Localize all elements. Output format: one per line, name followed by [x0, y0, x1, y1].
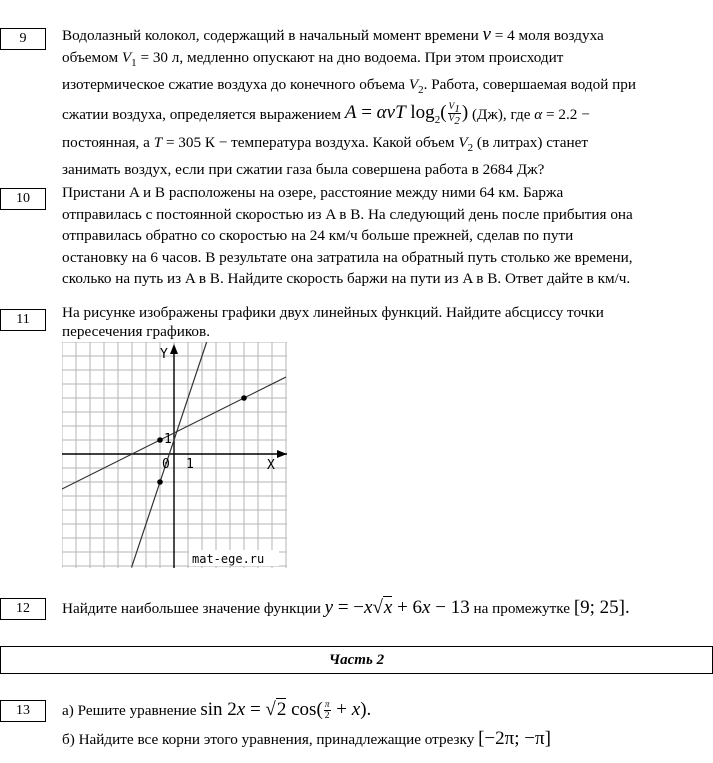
problem-11-text — [62, 303, 707, 341]
x-unit-label: 1 — [186, 457, 194, 472]
problem-13-b-label: б) Найдите все корни этого уравнения, принадлежащие отрезку — [62, 731, 475, 748]
problem-9-number: 9 — [0, 28, 46, 50]
problem-12-text-before: Найдите наибольшее значение функции — [62, 600, 321, 617]
problem-9-line-4: сжатии воздуха, определяется выражением A = ανT $\log_2$( $\frac{V_1}{V_2}$ ) (Дж), где α = 2.2 − — [62, 101, 590, 128]
function-point — [157, 479, 163, 485]
problem-9-line-1: Водолазный колокол, содержащий в начальный момент времени ν = 4 моля воздуха — [62, 24, 604, 45]
problem-9-line-6: занимать воздух, если при сжатии газа была совершена работа в 2684 Дж? — [62, 161, 545, 179]
y-axis-label: Y — [160, 347, 168, 362]
problem-11-line-1: На рисунке изображены графики двух линейных функций. Найдите абсциссу точки — [62, 304, 604, 321]
problem-12-number: 12 — [0, 598, 46, 620]
problem-12-text-middle: на промежутке — [473, 600, 571, 617]
problem-9-line-2: объемом $V_1 = 30$ л, медленно опускают на дно водоема. При этом происходит — [62, 48, 564, 69]
problem-9-text — [62, 24, 707, 181]
problem-10-line-2: отправилась с постоянной скоростью из A в B. На следующий день после прибытия она — [62, 205, 633, 223]
problem-13-b-interval: [−2π; −π] — [478, 728, 551, 749]
problem-10-line-5: сколько на путь из A в B. Найдите скорость баржи на пути из A в B. Ответ дайте в км/ч. — [62, 270, 631, 287]
problem-13-a-formula: sin 2x = √2 cos( $\frac{\pi}{2}$ + x). — [200, 699, 372, 722]
problem-9-line-5: постоянная, а T = 305 К − температура воздуха. Какой объем $V_2$ (в литрах) станет — [62, 133, 589, 154]
x-axis-label: X — [267, 458, 275, 473]
problem-13-part-a — [62, 696, 707, 725]
linear-functions-graph — [62, 342, 287, 568]
problem-10-number: 10 — [0, 188, 46, 210]
y-unit-label: 1 — [164, 432, 172, 447]
problem-13-a-label: а) Решите уравнение — [62, 702, 197, 719]
problem-12-formula: y = −x√x + 6x − 13 — [324, 597, 470, 618]
part-2-header — [0, 646, 713, 674]
problem-12-interval: [9; 25]. — [573, 597, 630, 618]
problem-12-text — [62, 597, 707, 620]
origin-label: 0 — [162, 457, 170, 472]
part-2-title: Часть 2 — [328, 651, 385, 668]
problem-10-line-1: Пристани A и B расположены на озере, расстояние между ними 64 км. Баржа — [62, 184, 564, 201]
watermark-text: mat-ege.ru — [192, 552, 265, 566]
function-point — [241, 395, 247, 401]
function-point — [157, 437, 163, 443]
problem-13-number: 13 — [0, 700, 46, 722]
problem-13-part-b — [62, 725, 707, 754]
problem-10-text — [62, 182, 707, 290]
problem-11-number: 11 — [0, 309, 46, 331]
problem-11-line-2: пересечения графиков. — [62, 323, 210, 340]
problem-13-text — [62, 696, 707, 754]
problem-9-line-3: изотермическое сжатие воздуха до конечного объема $V_2$. Работа, совершаемая водой при — [62, 76, 636, 97]
problem-10-line-4: остановку на 6 часов. В результате она затратила на обратный путь столько же времени, — [62, 248, 633, 266]
problem-10-line-3: отправилась обратно со скоростью на 24 км/ч больше прежней, сделав по пути — [62, 227, 574, 244]
